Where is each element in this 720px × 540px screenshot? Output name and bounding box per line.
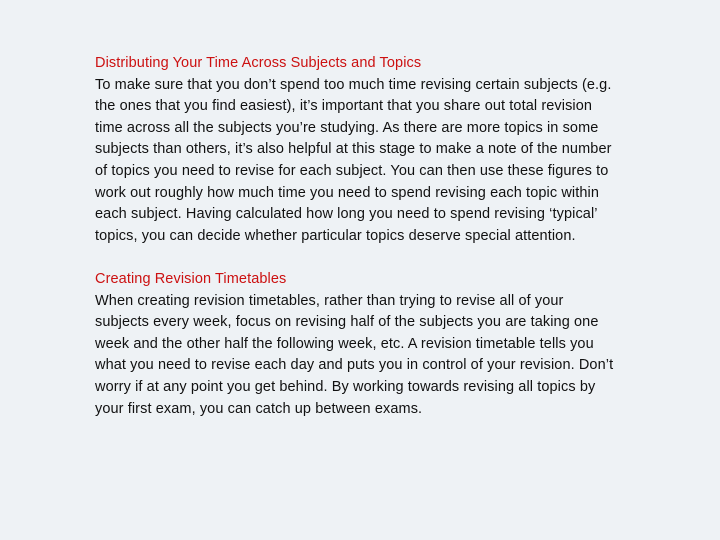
section-heading: Creating Revision Timetables <box>95 270 287 287</box>
section-heading: Distributing Your Time Across Subjects and Topics <box>95 55 422 71</box>
slide-content <box>95 53 615 420</box>
section-body: When creating revision timetables, rather than trying to revise all of your subjects every week, focus on revising half of the subjects you are taking one week and the other half the following week, etc. A revision timetable tells you what you need to revise each day and puts you in control of your revision. Don’t worry if at any point you get behind. By working towards revising all topics by your first exam, you can catch up between exams. <box>95 292 614 417</box>
section-spacer <box>95 247 615 269</box>
section-creating-timetables <box>95 269 615 420</box>
section-body: To make sure that you don’t spend too much time revising certain subjects (e.g. the ones that you find easiest), it’s important that you share out total revision time across all the subjects you’re studying. As there are more topics in some subjects than others, it’s also helpful at this stage to make a note of the number of topics you need to revise for each subject. You can then use these figures to work out roughly how much time you need to spend revising each topic within each subject. Having calculated how long you need to spend revising ‘typical’ topics, you can decide whether particular topics deserve special attention. <box>95 76 612 244</box>
section-distributing-time <box>95 53 615 247</box>
